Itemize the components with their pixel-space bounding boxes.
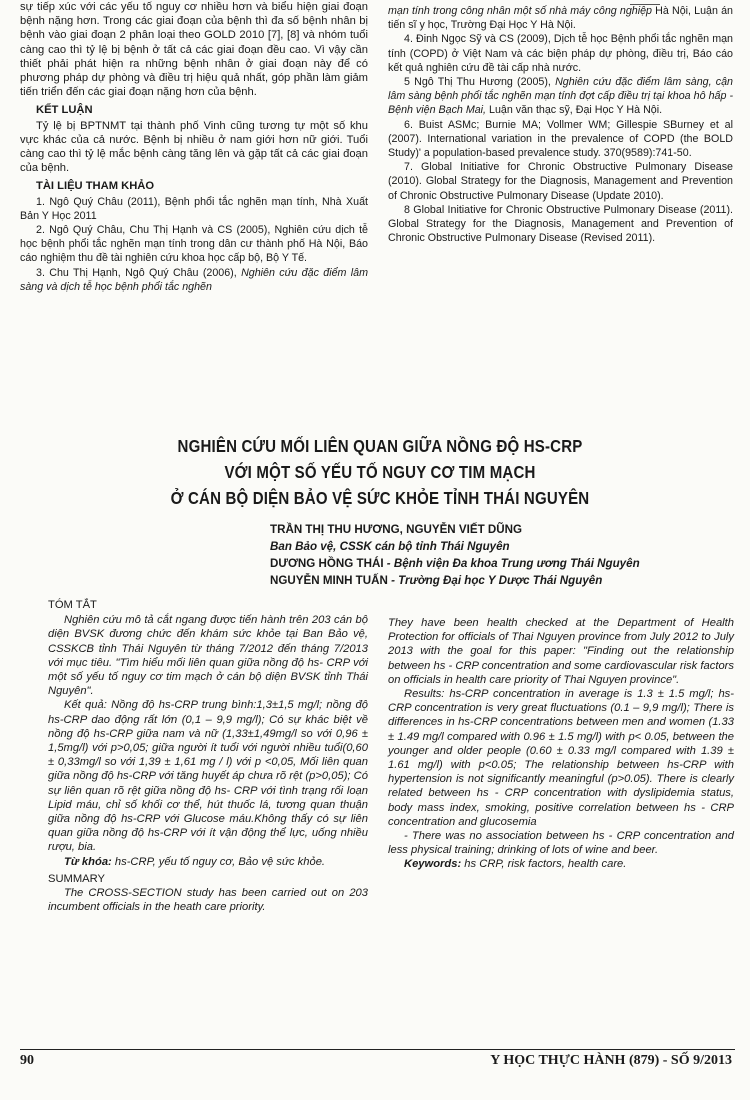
keywords-vi-label: Từ khóa: [64,855,112,868]
author-line-4 [270,572,740,589]
author-line-3 [270,555,740,572]
author-line-2 [270,538,740,555]
author-names: NGUYỄN MINH TUẤN [270,574,388,587]
previous-article-left-column [20,0,368,294]
summary-en-results: Results: hs-CRP concentration in average is 1.3 ± 1.5 mg/l; hs-CRP concentration is very great fluctuations (0.1 – 9,9 mg/l); There is differences in hs-CRP concentrations between men and women (1.33 ± 1.49 mg/l compared with 0.96 ± 1.5 mg/l) with p< 0.05, between the younger and older people (0.60 ± 0.33 mg/l compared with 1.39 ± 1.61 mg/l) with p<0.05; The relationship between hs-CRP with hypertension is not significantly meaningful (p>0.05). There is clearly related between hs - CRP concentration with dyslipidemia status, body mass index, smoking, positive correlation between hs - CRP concentration and glucosemia [388,688,734,828]
article-title-line-1: NGHIÊN CỨU MỐI LIÊN QUAN GIỮA NỒNG ĐỘ HS-CRP [177,436,583,456]
journal-issue: Y HỌC THỰC HÀNH (879) - SỐ 9/2013 [490,1053,732,1068]
summary-vi-paragraph-2: Kết quả: Nồng độ hs-CRP trung bình:1,3±1,5 mg/l; nồng độ hs-CRP dao động rất lớn (0,1 – 9,9 mg/l); Có sự khác biệt về nồng độ hs-CRP giữa nam và nữ (1,33±1,49mg/l so với 0,96 ± 1,5mg/l) với p>0,05; giữa người ít tuổi với người nhiều tuổi(0,60 ± 0,33mg/l so với 1,39 ± 1,61 mg / l) với p <0,05, Mối liên quan giữa nồng độ hs-CRP với tăng huyết áp chưa rõ rệt (p>0,05); Có sự liên quan rõ rệt giữa nồng độ hs- CRP với tình trạng rối loạn Lipid máu, chỉ số khối cơ thể, hút thuốc lá, tương quan thuận giữa nồng độ hs-CRP với Glucose máu.Không thấy có sự liên quan giữa nồng độ hs-CRP với ít vận động thể lực, uống nhiều rượu, bia. [48,699,368,854]
keywords-en [388,857,734,871]
reference-7: 7. Global Initiative for Chronic Obstructive Pulmonary Disease (2010). Global Strategy for the Diagnosis, Management and Prevention of Chronic Obstructive Pulmonary Disease (Update 2010). [388,161,733,202]
author-affiliation: Ban Bảo vệ, CSSK cán bộ tỉnh Thái Nguyên [270,540,510,553]
author-names: TRẦN THỊ THU HƯƠNG, NGUYỄN VIẾT DŨNG [270,523,523,536]
article-title-line-2: VỚI MỘT SỐ YẾU TỐ NGUY CƠ TIM MẠCH [224,462,536,482]
reference-5 [388,75,733,118]
reference-2: 2. Ngô Quý Châu, Chu Thị Hạnh và CS (2005), Nghiên cứu dịch tễ học bệnh phổi tắc nghẽn mạn tính trong dân cư thành phố Hà Nội, Báo cáo nghiệm thu đề tài nghiên cứu khoa học cấp bộ, Bộ Y Tế. [20,224,368,265]
author-list [270,521,740,589]
discussion-paragraph: sự tiếp xúc với các yếu tố nguy cơ nhiều hơn và biểu hiện giai đoạn bệnh nặng hơn. Trong các giai đoạn của bệnh thì đa số bệnh nhân bị bệnh vào giai đoạn 2 phân loại theo GOLD 2010 [7], [8] và nhóm tuổi càng cao thì tỷ lệ bị bệnh ở tất cả các giai đoạn đều cao. Vì vậy cần thiết phải phát hiện ra những bệnh nhân ở giai đoạn này để có phương pháp dự phòng và điều trị hiệu quả nhất, góp phần làm giảm tiến triển đến các giai đoạn nặng hơn của bệnh. [20,1,368,99]
page-number: 90 [20,1053,34,1068]
summary-en-paragraph-1: The CROSS-SECTION study has been carried out on 203 incumbent officials in the heath care priority. [48,887,368,914]
reference-3-authors: 3. Chu Thị Hạnh, Ngô Quý Châu (2006), [36,266,242,279]
reference-1: 1. Ngô Quý Châu (2011), Bệnh phổi tắc nghẽn mạn tính, Nhà Xuất Bản Y Học 2011 [20,195,368,222]
summary-en-heading: SUMMARY [48,872,105,885]
reference-6: 6. Buist ASMc; Burnie MA; Vollmer WM; Gillespie SBurney et al (2007). International variation in the prevalence of COPD (the BOLD Study)' a population-based prevalence study. 370(9589):741-50. [388,118,733,160]
summary-vi-paragraph-1: Nghiên cứu mô tả cắt ngang được tiến hành trên 203 cán bộ diện BVSK đương chức đến khám sức khỏe tại Ban Bảo vệ, CSSKCB tỉnh Thái Nguyên từ tháng 7/2012 đến tháng 7/2013 với mục tiêu. "Tìm hiểu mối liên quan giữa nồng độ hs- CRP với một số yếu tố nguy cơ tim mạch ở cán bộ diện BVSK tỉnh Thái Nguyên". [48,614,368,698]
reference-5-authors: 5 Ngô Thị Thu Hương (2005), [404,76,556,89]
reference-3-continued [388,4,733,32]
reference-8: 8 Global Initiative for Chronic Obstructive Pulmonary Disease (2011). Global Strategy for the Diagnosis, Management and Prevention of Chronic Obstructive Pulmonary Disease (Revised 2011). [388,203,733,245]
summary-en-paragraph-2: They have been health checked at the Department of Health Protection for officials of Thai Nguyen province from July 2012 to July 2013 with the goal for this paper: "Finding out the relationship between hs - CRP concentration and some cardiovascular risk factors on officials in health care priority of Thai Nguyen province". [388,617,734,686]
reference-3 [20,266,368,294]
reference-4: 4. Đinh Ngọc Sỹ và CS (2009), Dịch tễ học Bệnh phổi tắc nghẽn mạn tính (COPD) ở Việt Nam và các biện pháp dự phòng, điều trị, Báo cáo kết quả nghiên cứu đề tài cấp nhà nước. [388,33,733,74]
abstract-right-column [388,616,734,872]
summary-en-no-association: - There was no association between hs - CRP concentration and less physical training; drinking of lots of wine and beer. [388,830,734,857]
author-names: DƯƠNG HỒNG THÁI [270,557,384,570]
previous-article-right-column [388,4,733,245]
article-title-line-3: Ở CÁN BỘ DIỆN BẢO VỆ SỨC KHỎE TỈNH THÁI NGUYÊN [170,488,590,508]
article-title [60,433,700,511]
reference-5-title: Nghiên cứu đặc điểm lâm sàng, cận lâm sàng bệnh phổi tắc nghẽn mạn tính đợt cấp điều trị tại khoa hô hấp - Bệnh viện Bạch Mai, [388,76,733,117]
conclusion-heading: KẾT LUẬN [36,104,93,117]
keywords-en-text: hs CRP, risk factors, health care. [461,858,627,871]
author-affiliation: - Trường Đại học Y Dược Thái Nguyên [387,574,603,587]
conclusion-paragraph: Tỷ lệ bị BPTNMT tại thành phố Vinh cũng tương tự một số khu vực khác của cả nước. Bệnh bị nhiều ở nam giới hơn nữ giới. Tuổi càng cao thì tỷ lệ mắc bệnh càng tăng lên và gặp tất cả các giai đoạn của bệnh. [20,119,368,175]
footer-rule [20,1049,735,1050]
references-heading: TÀI LIỆU THAM KHẢO [36,180,155,193]
abstract-left-column [48,598,368,914]
reference-3-title-cont: mạn tính trong công nhân một số nhà máy công nghiệp [388,5,652,17]
author-line-1 [270,521,740,538]
reference-5-source: Luận văn thạc sỹ, Đại Học Y Hà Nội. [486,104,663,117]
reference-3-title: Nghiên cứu đặc điểm lâm sàng và dịch tễ học bệnh phổi tắc nghẽn [20,266,368,293]
keywords-vi [48,855,368,869]
summary-vi-heading: TÓM TẮT [48,599,97,611]
reference-3-source: Hà Nội, Luận án tiến sĩ y học, Trường Đại Học Y Hà Nội. [388,5,733,32]
keywords-vi-text: hs-CRP, yếu tố nguy cơ, Bảo vệ sức khỏe. [111,855,326,868]
keywords-en-label: Keywords: [404,858,462,871]
author-affiliation: - Bệnh viện Đa khoa Trung ương Thái Nguyên [383,557,640,570]
